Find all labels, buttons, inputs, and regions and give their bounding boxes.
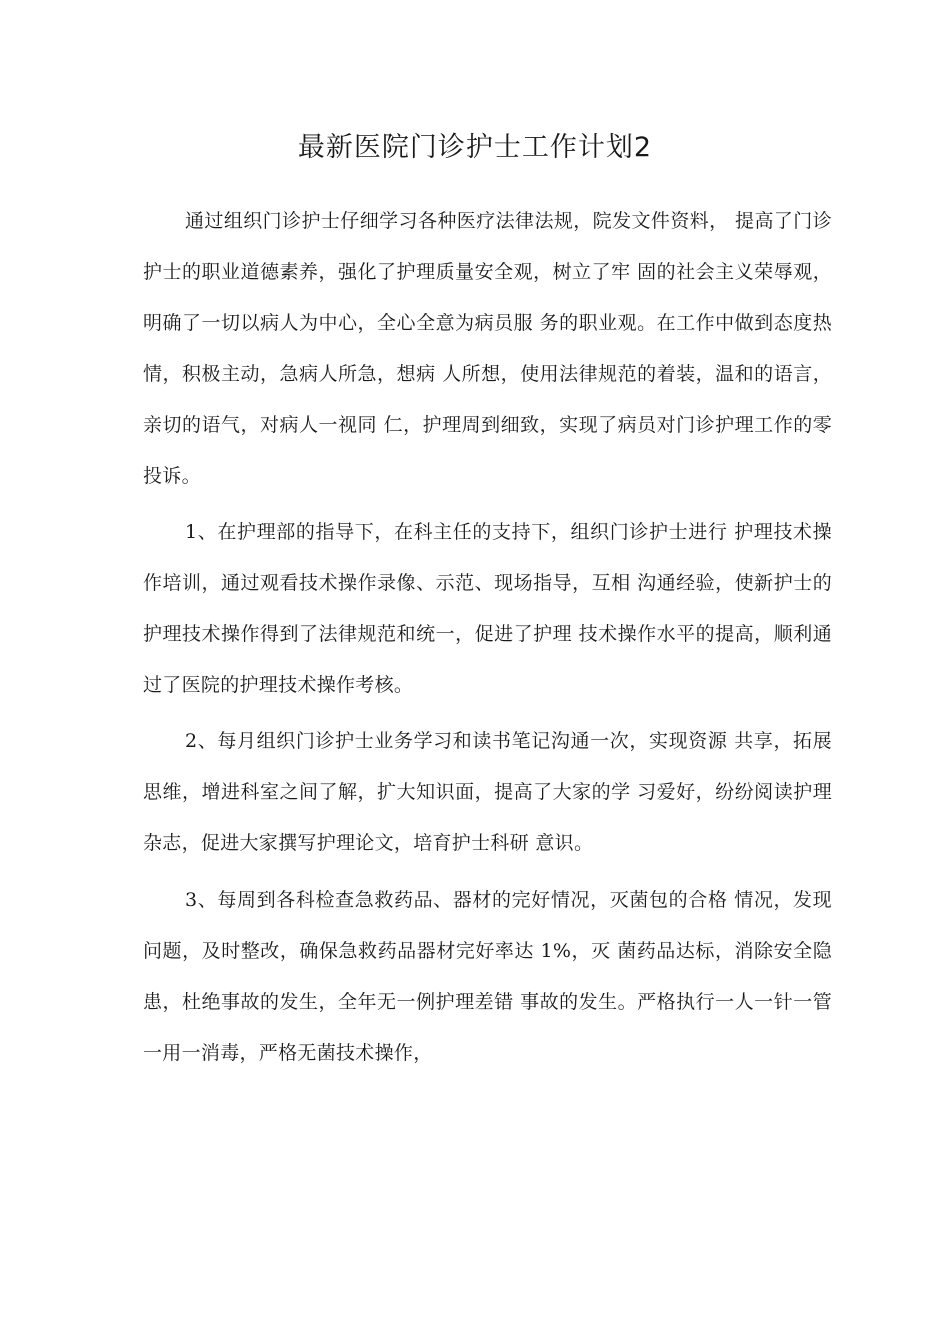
paragraph-intro: 通过组织门诊护士仔细学习各种医疗法律法规，院发文件资料， 提高了门诊护士的职业道德素养，强化了护理质量安全观，树立了牢 固的社会主义荣辱观，明确了一切以病人为中心，全心全意为病员服 务的职业观。在工作中做到态度热情，积极主动，急病人所急，想病 人所想，使用法律规范的着装，温和的语言，亲切的语气，对病人一视同 仁，护理周到细致，实现了病员对门诊护理工作的零投诉。: [143, 210, 832, 487]
document-title: 最新医院门诊护士工作计划2: [297, 132, 653, 163]
paragraph-item-2: 2、每月组织门诊护士业务学习和读书笔记沟通一次，实现资源 共享，拓展思维，增进科室之间了解，扩大知识面，提高了大家的学 习爱好，纷纷阅读护理杂志，促进大家撰写护理论文，培育护士科研 意识。: [143, 730, 832, 854]
paragraph-item-1: 1、在护理部的指导下，在科主任的支持下，组织门诊护士进行 护理技术操作培训，通过观看技术操作录像、示范、现场指导，互相 沟通经验，使新护士的护理技术操作得到了法律规范和统一，促进了护理 技术操作水平的提高，顺利通过了医院的护理技术操作考核。: [143, 521, 832, 696]
paragraph-item-3: 3、每周到各科检查急救药品、器材的完好情况，灭菌包的合格 情况，发现问题，及时整改，确保急救药品器材完好率达 1%，灭 菌药品达标，消除安全隐患，杜绝事故的发生，全年无一例护理差错 事故的发生。严格执行一人一针一管一用一消毒，严格无菌技术操作，: [143, 889, 832, 1064]
